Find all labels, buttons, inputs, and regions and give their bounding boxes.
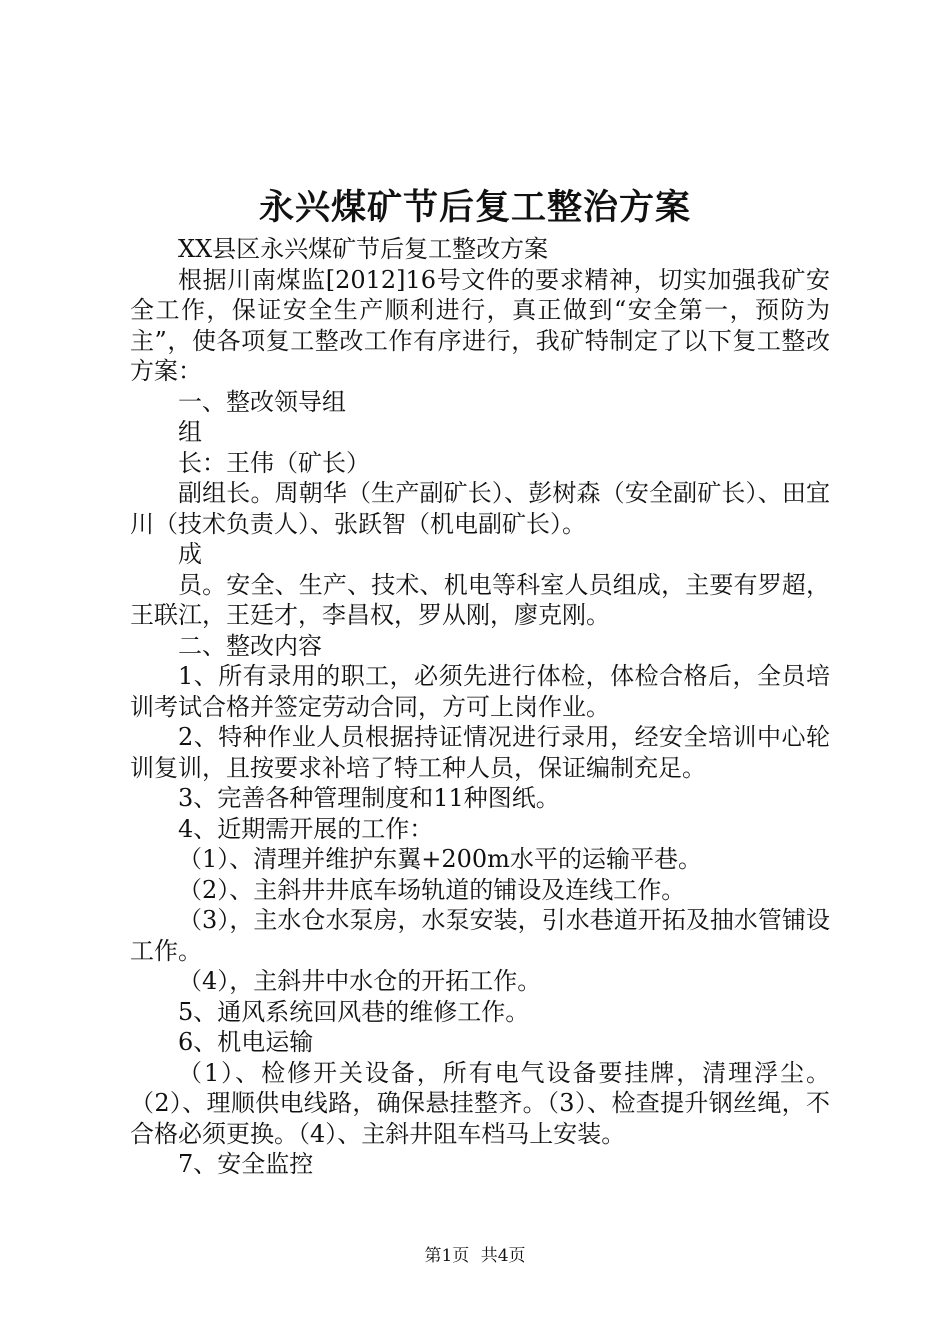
page-footer: 第1页 共4页 [424, 1246, 526, 1266]
paragraph-item-4-3: （3），主水仓水泵房，水泵安装，引水巷道开拓及抽水管铺设工作。 [130, 906, 830, 965]
paragraph-intro: 根据川南煤监[2012]16号文件的要求精神，切实加强我矿安全工作，保证安全生产顺利进行，真正做到“安全第一，预防为主”，使各项复工整改工作有序进行，我矿特制定了以下复工整改方案： [130, 265, 830, 385]
document-title: 永兴煤矿节后复工整治方案 [258, 187, 691, 228]
paragraph-members: 员。安全、生产、技术、机电等科室人员组成，主要有罗超，王联江，王廷才，李昌权，罗从刚，廖克刚。 [130, 570, 830, 629]
paragraph-item-4-2: （2）、主斜井井底车场轨道的铺设及连线工作。 [178, 875, 686, 904]
paragraph-members-prefix: 成 [178, 540, 202, 568]
paragraph-item-6-details: （1）、检修开关设备，所有电气设备要挂牌，清理浮尘。（2）、理顺供电线路，确保悬挂整齐。（3）、检查提升钢丝绳，不合格必须更换。（4）、主斜井阻车档马上安装。 [130, 1058, 830, 1148]
paragraph-item-1: 1、所有录用的职工，必须先进行体检，体检合格后，全员培训考试合格并签定劳动合同，方可上岗作业。 [130, 662, 830, 721]
paragraph-item-4-1: （1）、清理并维护东翼+200m水平的运输平巷。 [178, 845, 702, 873]
paragraph-subtitle: XX县区永兴煤矿节后复工整改方案 [178, 235, 549, 263]
paragraph-item-6: 6、机电运输 [178, 1028, 314, 1056]
paragraph-item-7: 7、安全监控 [178, 1150, 314, 1178]
paragraph-item-5: 5、通风系统回风巷的维修工作。 [178, 997, 530, 1026]
paragraph-leader: 长：王伟（矿长） [178, 448, 370, 477]
paragraph-item-2: 2、特种作业人员根据持证情况进行录用，经安全培训中心轮训复训，且按要求补培了特工种人员，保证编制充足。 [130, 723, 830, 782]
document-body [130, 234, 830, 1180]
section-heading-content: 二、整改内容 [178, 631, 322, 660]
section-heading-leadership: 一、整改领导组 [178, 387, 346, 416]
paragraph-leader-prefix: 组 [178, 418, 202, 446]
paragraph-deputy-leaders: 副组长。周朝华（生产副矿长）、彭树森（安全副矿长）、田宜川（技术负责人）、张跃智（机电副矿长）。 [130, 479, 830, 538]
paragraph-item-3: 3、完善各种管理制度和11种图纸。 [178, 784, 560, 812]
paragraph-item-4-4: （4），主斜井中水仓的开拓工作。 [178, 967, 542, 995]
paragraph-item-4: 4、近期需开展的工作： [178, 814, 434, 843]
